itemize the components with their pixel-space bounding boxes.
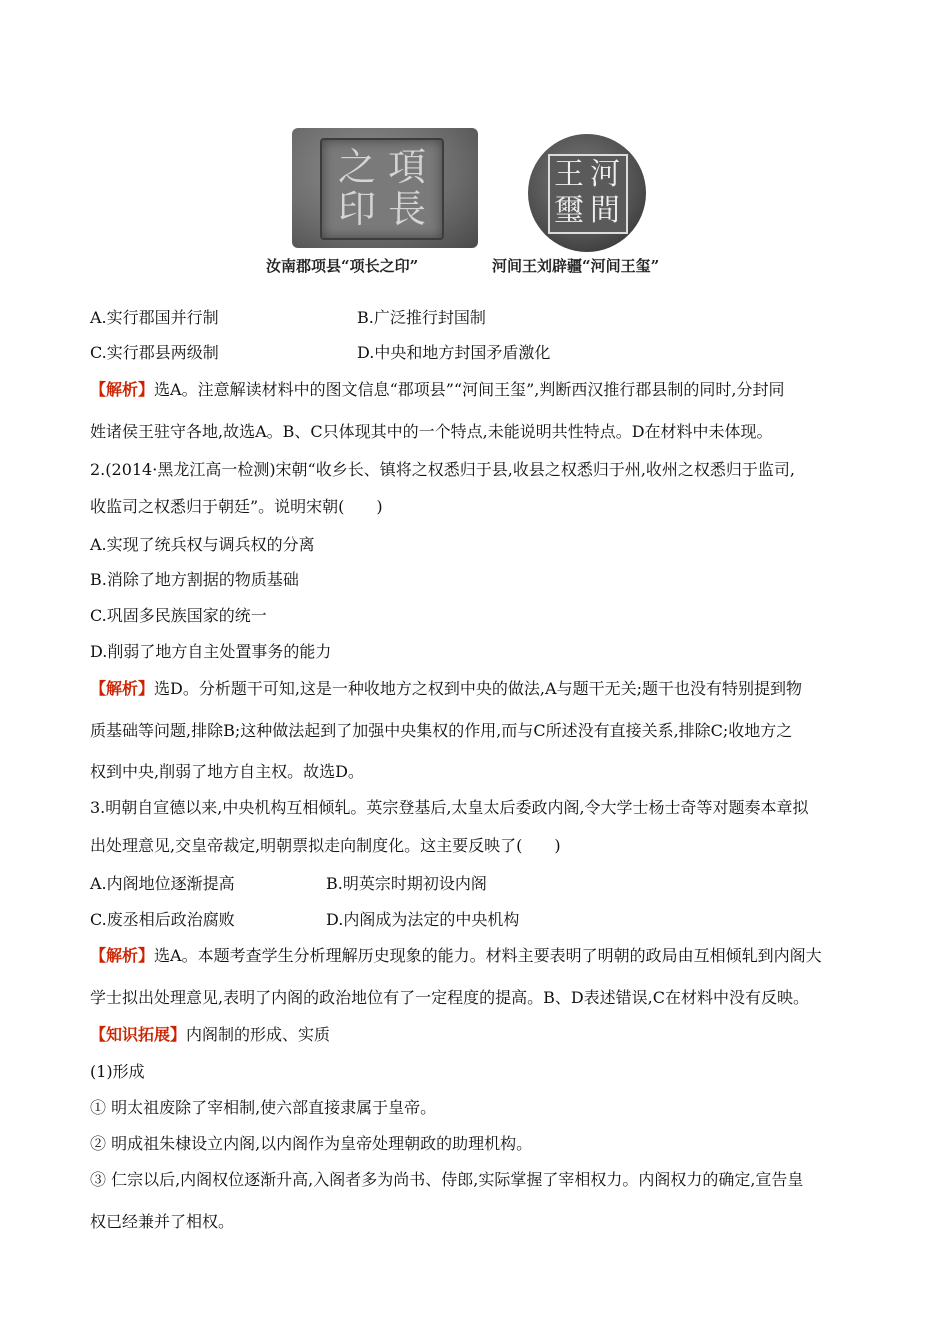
q2-option-b: B.消除了地方割据的物质基础 — [90, 570, 299, 589]
q1-analysis-line-1: 【解析】选A。注意解读材料中的图文信息“郡项县”“河间王玺”,判断西汉推行郡县制的同时,分封同 — [90, 380, 785, 399]
seal-glyph: 璽 — [554, 193, 584, 228]
q3-analysis-line-2: 学士拟出处理意见,表明了内阁的政治地位有了一定程度的提高。B、D表述错误,C在材料中没有反映。 — [90, 988, 810, 1007]
seal-glyph: 之 — [338, 145, 377, 189]
analysis-tag: 【解析】 — [90, 380, 155, 399]
q2-option-a: A.实现了统兵权与调兵权的分离 — [90, 535, 315, 554]
seal-figure — [0, 120, 950, 280]
seal-face — [548, 154, 628, 234]
seal-glyph: 間 — [590, 193, 620, 228]
seal-face — [320, 138, 444, 240]
q2-option-d: D.削弱了地方自主处置事务的能力 — [90, 642, 332, 661]
q2-option-c: C.巩固多民族国家的统一 — [90, 606, 267, 625]
q2-stem-line-1: 2.(2014·黑龙江高一检测)宋朝“收乡长、镇将之权悉归于县,收县之权悉归于州,收州之权悉归于监司, — [90, 460, 795, 479]
q2-analysis-line-1: 【解析】选D。分析题干可知,这是一种收地方之权到中央的做法,A与题干无关;题干也没有特别提到物 — [90, 679, 802, 698]
extension-item-1: ① 明太祖废除了宰相制,使六部直接隶属于皇帝。 — [90, 1098, 437, 1117]
q3-stem-line-2: 出处理意见,交皇帝裁定,明朝票拟走向制度化。这主要反映了( ) — [90, 836, 561, 855]
q1-analysis-line-2: 姓诸侯王驻守各地,故选A。B、C只体现其中的一个特点,未能说明共性特点。D在材料中未体现。 — [90, 422, 773, 441]
seal-glyph: 印 — [338, 187, 377, 231]
extension-subheading: (1)形成 — [90, 1062, 145, 1081]
seal-glyph: 王 — [554, 157, 584, 192]
q2-analysis-line-2: 质基础等问题,排除B;这种做法起到了加强中央集权的作用,而与C所述没有直接关系,排除C;收地方之 — [90, 721, 793, 740]
q3-analysis-line-1: 【解析】选A。本题考查学生分析理解历史现象的能力。材料主要表明了明朝的政局由互相倾轧到内阁大 — [90, 946, 822, 965]
seal-image-xiangzhang — [292, 128, 478, 248]
seal-image-hejianwang — [528, 134, 646, 252]
seal-glyph: 長 — [388, 187, 427, 231]
q3-stem-line-1: 3.明朝自宣德以来,中央机构互相倾轧。英宗登基后,太皇太后委政内阁,令大学士杨士奇等对题奏本章拟 — [90, 798, 809, 817]
q2-stem-line-2: 收监司之权悉归于朝廷”。说明宋朝( ) — [90, 497, 383, 516]
q1-option-c: C.实行郡县两级制 — [90, 343, 219, 362]
q1-option-a: A.实行郡国并行制 — [90, 308, 219, 327]
q3-option-d: D.内阁成为法定的中央机构 — [326, 910, 520, 929]
q3-option-a: A.内阁地位逐渐提高 — [90, 874, 235, 893]
q3-option-b: B.明英宗时期初设内阁 — [326, 874, 487, 893]
extension-heading: 【知识拓展】内阁制的形成、实质 — [90, 1025, 331, 1044]
seal-glyph: 河 — [590, 157, 620, 192]
extension-tag: 【知识拓展】 — [90, 1025, 187, 1044]
extension-item-2: ② 明成祖朱棣设立内阁,以内阁作为皇帝处理朝政的助理机构。 — [90, 1134, 533, 1153]
analysis-tag: 【解析】 — [90, 946, 155, 965]
q1-option-b: B.广泛推行封国制 — [357, 308, 486, 327]
seal2-caption: 河间王刘辟疆“河间王玺” — [492, 257, 660, 275]
extension-item-3: ③ 仁宗以后,内阁权位逐渐升高,入阁者多为尚书、侍郎,实际掌握了宰相权力。内阁权力的确定,宣告皇 — [90, 1170, 804, 1189]
q3-option-c: C.废丞相后政治腐败 — [90, 910, 235, 929]
q2-analysis-line-3: 权到中央,削弱了地方自主权。故选D。 — [90, 762, 364, 781]
extension-item-3-continued: 权已经兼并了相权。 — [90, 1212, 235, 1231]
q1-option-d: D.中央和地方封国矛盾激化 — [357, 343, 551, 362]
seal-glyph: 項 — [388, 145, 427, 189]
analysis-tag: 【解析】 — [90, 679, 155, 698]
seal1-caption: 汝南郡项县“项长之印” — [266, 257, 419, 275]
